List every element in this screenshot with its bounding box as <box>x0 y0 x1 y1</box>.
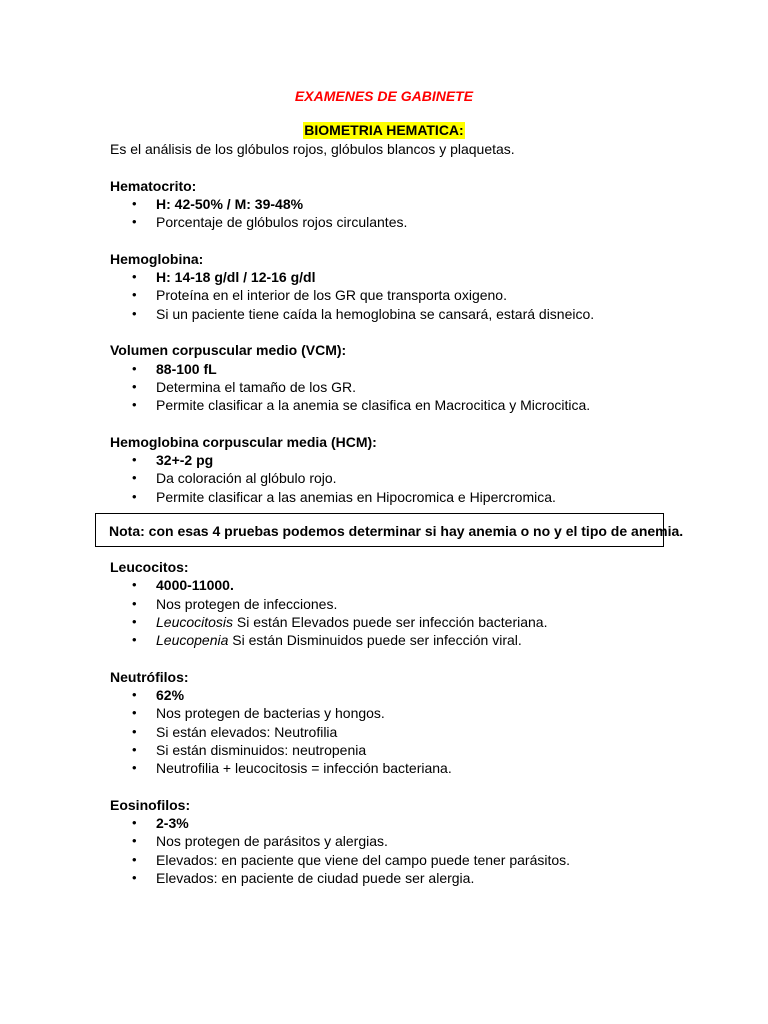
list-item <box>110 869 710 887</box>
list-item-text: 2-3% <box>156 815 189 832</box>
bullet-icon: • <box>132 452 137 468</box>
bullet-icon: • <box>132 305 137 321</box>
content-bottom <box>110 558 710 887</box>
spacer <box>110 323 710 341</box>
subtitle-wrap <box>0 122 768 140</box>
list-item-text: Nos protegen de parásitos y alergias. <box>156 833 388 850</box>
list-item <box>110 451 710 469</box>
spacer <box>110 158 710 176</box>
bullet-icon: • <box>132 815 137 831</box>
list-item-text: 88-100 fL <box>156 360 217 377</box>
list-item <box>110 832 710 850</box>
section-heading: Hemoglobina: <box>110 250 204 267</box>
bullet-icon: • <box>132 269 137 285</box>
list-item-text: Determina el tamaño de los GR. <box>156 378 356 395</box>
list-item <box>110 759 710 777</box>
bullet-icon: • <box>132 705 137 721</box>
section-heading: Volumen corpuscular medio (VCM): <box>110 342 347 359</box>
spacer <box>110 414 710 432</box>
bullet-icon: • <box>132 723 137 739</box>
spacer <box>110 231 710 249</box>
bullet-icon: • <box>132 397 137 413</box>
content-top <box>110 140 710 506</box>
bullet-icon: • <box>132 741 137 757</box>
list-item-text: 32+-2 pg <box>156 452 214 469</box>
list-item-text: Permite clasificar a las anemias en Hipocromica e Hipercromica. <box>156 488 556 505</box>
list-item <box>110 613 710 631</box>
list-item-text: Si están Elevados puede ser infección bacteriana. <box>233 613 548 630</box>
bullet-icon: • <box>132 870 137 886</box>
spacer <box>110 649 710 667</box>
list-item-text: 4000-11000. <box>156 577 234 594</box>
list-item <box>110 595 710 613</box>
section-heading: Leucocitos: <box>110 559 189 575</box>
list-item-text: Elevados: en paciente de ciudad puede ser alergia. <box>156 870 475 887</box>
bullet-icon: • <box>132 687 137 703</box>
intro-text: Es el análisis de los glóbulos rojos, glóbulos blancos y plaquetas. <box>110 141 515 157</box>
bullet-icon: • <box>132 760 137 776</box>
section-heading: Eosinofilos: <box>110 796 191 813</box>
list-item <box>110 723 710 741</box>
list-item-text: H: 14-18 g/dl / 12-16 g/dl <box>156 269 316 286</box>
bullet-icon: • <box>132 833 137 849</box>
section-heading: Neutrófilos: <box>110 668 189 685</box>
list-item-text: Da coloración al glóbulo rojo. <box>156 470 337 487</box>
list-item <box>110 631 710 649</box>
list-item <box>110 576 710 594</box>
list-item <box>110 286 710 304</box>
bullet-icon: • <box>132 577 137 593</box>
list-item-text: Si un paciente tiene caída la hemoglobina se cansará, estará disneico. <box>156 305 595 322</box>
list-item <box>110 360 710 378</box>
term-italic: Leucopenia <box>156 632 229 649</box>
section-heading: Hematocrito: <box>110 177 197 194</box>
list-item <box>110 195 710 213</box>
bullet-icon: • <box>132 632 137 648</box>
bullet-icon: • <box>132 470 137 486</box>
list-item-text: Si están disminuidos: neutropenia <box>156 741 367 758</box>
list-item <box>110 686 710 704</box>
bullet-icon: • <box>132 613 137 629</box>
list-item <box>110 378 710 396</box>
bullet-icon: • <box>132 360 137 376</box>
bullet-icon: • <box>132 287 137 303</box>
bullet-icon: • <box>132 488 137 504</box>
list-item-text: Nos protegen de bacterias y hongos. <box>156 705 385 722</box>
spacer <box>110 778 710 796</box>
list-item <box>110 814 710 832</box>
list-item-text: Si están Disminuidos puede ser infección viral. <box>228 632 522 649</box>
bullet-icon: • <box>132 214 137 230</box>
bullet-icon: • <box>132 595 137 611</box>
list-item-text: Permite clasificar a la anemia se clasifica en Macrocitica y Microcitica. <box>156 397 591 414</box>
list-item <box>110 741 710 759</box>
bullet-icon: • <box>132 195 137 211</box>
list-item <box>110 268 710 286</box>
list-item <box>110 396 710 414</box>
list-item-text: 62% <box>156 687 185 704</box>
list-item <box>110 488 710 506</box>
bullet-icon: • <box>132 851 137 867</box>
list-item <box>110 213 710 231</box>
document-title: EXAMENES DE GABINETE <box>294 88 474 104</box>
list-item-text: Nos protegen de infecciones. <box>156 595 338 612</box>
document-subtitle: BIOMETRIA HEMATICA: <box>304 122 464 138</box>
list-item-text: Porcentaje de glóbulos rojos circulantes. <box>156 214 408 231</box>
list-item-text: Proteína en el interior de los GR que transporta oxigeno. <box>156 287 507 304</box>
list-item <box>110 469 710 487</box>
list-item-text: H: 42-50% / M: 39-48% <box>156 195 304 212</box>
list-item <box>110 851 710 869</box>
note-box: Nota: con esas 4 pruebas podemos determinar si hay anemia o no y el tipo de anemia. <box>95 513 664 547</box>
list-item-text: Neutrofilia + leucocitosis = infección bacteriana. <box>156 760 452 777</box>
list-item-text: Elevados: en paciente que viene del campo puede tener parásitos. <box>156 851 571 868</box>
list-item <box>110 305 710 323</box>
list-item <box>110 704 710 722</box>
section-heading: Hemoglobina corpuscular media (HCM): <box>110 433 377 450</box>
term-italic: Leucocitosis <box>156 613 234 630</box>
list-item-text: Si están elevados: Neutrofilia <box>156 723 338 740</box>
bullet-icon: • <box>132 378 137 394</box>
